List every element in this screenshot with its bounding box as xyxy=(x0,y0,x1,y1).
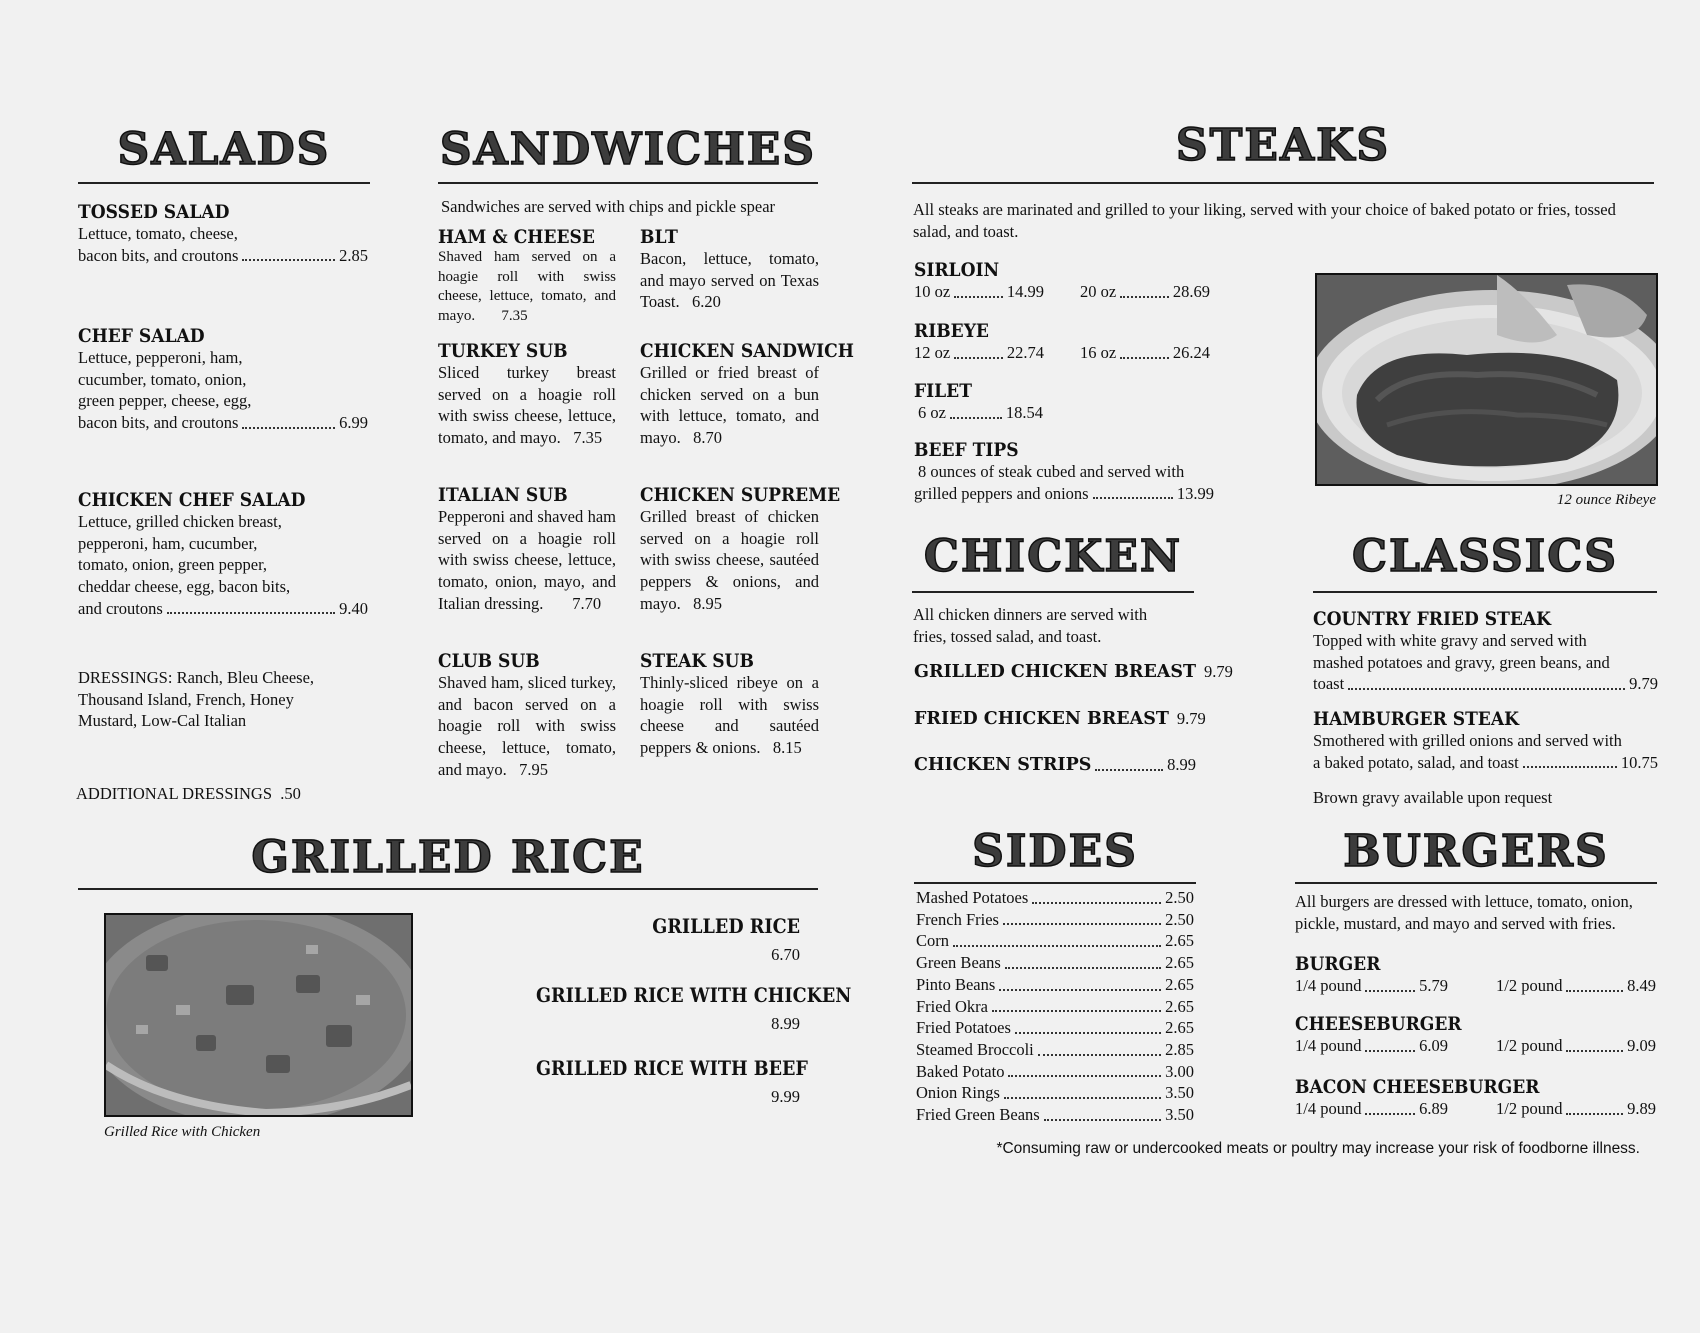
grilled-rice-caption: Grilled Rice with Chicken xyxy=(104,1124,261,1140)
sandwich-club-sub xyxy=(438,651,616,780)
steak-ribeye: RIBEYE 12 oz 22.74 16 oz 26.24 xyxy=(914,320,1210,362)
classics-hamburger-steak: HAMBURGER STEAK Smothered with grilled onions and served with a baked potato, salad, and toast 10.75 xyxy=(1313,708,1658,772)
ribeye-caption: 12 ounce Ribeye xyxy=(1556,492,1656,508)
item-name: CHICKEN CHEF SALAD xyxy=(78,489,306,511)
chicken-rule xyxy=(912,591,1194,593)
disclaimer: *Consuming raw or undercooked meats or poultry may increase your risk of foodborne illness. xyxy=(996,1140,1640,1157)
grilled-rice-illustration xyxy=(106,915,411,1115)
burgers-rule xyxy=(1295,882,1657,884)
ribeye-plate-illustration xyxy=(1317,275,1656,484)
steaks-intro: All steaks are marinated and grilled to your liking, served with your choice of baked potato or fries, tossed salad, and toast. xyxy=(913,200,1616,241)
item-price: 9.09 xyxy=(1627,1035,1656,1055)
grilled-rice-item-plain xyxy=(500,914,800,966)
dressings-note: DRESSINGS: Ranch, Bleu Cheese, Thousand Island, French, Honey Mustard, Low-Cal Italian xyxy=(78,668,315,731)
classics-heading: CLASSICS xyxy=(1351,531,1619,582)
list-item: Mashed Potatoes 2.50 xyxy=(916,888,1194,907)
item-name: HAMBURGER STEAK xyxy=(1313,708,1519,730)
steak-filet: FILET 6 oz 18.54 xyxy=(914,381,1224,424)
item-name: CHEF SALAD xyxy=(78,325,205,347)
sandwich-chicken-supreme xyxy=(640,484,841,614)
item-name: GRILLED RICE xyxy=(652,914,800,938)
ribeye-photo xyxy=(1315,273,1658,486)
item-price: 28.69 xyxy=(1172,281,1210,301)
list-item: Fried Green Beans 3.50 xyxy=(916,1105,1194,1125)
item-name: FILET xyxy=(914,380,972,402)
item-name: CHEESEBURGER xyxy=(1295,1013,1462,1035)
item-price: 7.95 xyxy=(519,759,548,779)
chicken-item-fried xyxy=(914,708,1206,730)
item-name: BURGER xyxy=(1295,953,1381,975)
additional-dressings-price: .50 xyxy=(280,784,301,803)
item-price: 6.99 xyxy=(339,413,368,432)
grilled-rice-heading: GRILLED RICE xyxy=(251,832,645,883)
item-price: 5.79 xyxy=(1419,975,1448,995)
sandwich-blt xyxy=(640,227,819,313)
item-price: 8.70 xyxy=(693,428,723,447)
item-name: TOSSED SALAD xyxy=(78,201,230,223)
sides-list xyxy=(916,887,1194,1126)
list-item: Fried Potatoes 2.65 xyxy=(916,1018,1194,1038)
item-name: CHICKEN STRIPS xyxy=(914,755,1092,776)
list-item: Steamed Broccoli 2.85 xyxy=(916,1039,1194,1059)
item-desc: Shaved ham served on a hoagie roll with swiss cheese, lettuce, tomato, and mayo. xyxy=(438,248,616,324)
sandwiches-intro: Sandwiches are served with chips and pickle spear xyxy=(441,197,776,216)
item-desc: Sliced turkey breast served on a hoagie roll with swiss cheese, lettuce, tomato, and mayo. xyxy=(438,362,616,447)
sides-heading: SIDES xyxy=(972,826,1138,877)
item-price: 6.89 xyxy=(1419,1098,1448,1118)
item-price: 8.49 xyxy=(1627,975,1656,995)
item-price: 2.85 xyxy=(339,245,368,265)
item-price: 7.35 xyxy=(501,308,528,324)
list-item: Onion Rings 3.50 xyxy=(916,1083,1194,1103)
item-price: 9.99 xyxy=(771,1087,800,1106)
sandwich-steak-sub xyxy=(640,651,819,759)
grilled-rice-item-beef xyxy=(500,1056,808,1108)
item-price: 9.40 xyxy=(339,598,368,618)
sides-rule xyxy=(914,882,1196,884)
item-price: 6.70 xyxy=(771,945,800,964)
list-item: Baked Potato 3.00 xyxy=(916,1061,1194,1081)
item-desc: Thinly-sliced ribeye on a hoagie roll with swiss cheese and sautéed peppers & onions. xyxy=(640,672,819,757)
grilled-rice-photo xyxy=(104,913,413,1117)
item-desc: Lettuce, tomato, cheese, xyxy=(78,223,238,243)
grilled-rice-rule xyxy=(78,888,818,890)
item-name: SIRLOIN xyxy=(914,259,1000,281)
item-price: 8.15 xyxy=(772,738,802,757)
burgers-heading: BURGERS xyxy=(1343,826,1609,877)
chicken-item-strips xyxy=(914,754,1196,776)
item-name: ITALIAN SUB xyxy=(438,484,568,506)
item-price: 13.99 xyxy=(1176,483,1214,503)
additional-dressings: ADDITIONAL DRESSINGS .50 xyxy=(76,784,301,803)
item-price: 9.89 xyxy=(1627,1098,1656,1118)
list-item: French Fries 2.50 xyxy=(916,909,1194,929)
item-price: 22.74 xyxy=(1006,342,1044,362)
chicken-item-grilled xyxy=(914,661,1233,683)
sandwiches-rule xyxy=(438,182,818,184)
salad-item-chef: CHEF SALAD Lettuce, pepperoni, ham, cucumber, tomato, onion, green pepper, cheese, egg, bacon bits, and croutons 6.99 xyxy=(78,325,368,432)
item-price: 6.20 xyxy=(692,292,721,312)
item-name: CLUB SUB xyxy=(438,650,540,672)
item-desc: Shaved ham, sliced turkey, and bacon served on a hoagie roll with swiss cheese, lettuce, tomato, and mayo. xyxy=(438,672,616,779)
item-name: TURKEY SUB xyxy=(438,340,568,362)
item-price: 9.79 xyxy=(1204,662,1233,681)
item-desc: Grilled or fried breast of chicken served on a bun with lettuce, tomato, and mayo. xyxy=(640,362,819,447)
item-name: BACON CHEESEBURGER xyxy=(1295,1076,1540,1098)
classics-note: Brown gravy available upon request xyxy=(1313,788,1553,807)
item-price: 8.99 xyxy=(1167,755,1196,774)
list-item: Fried Okra 2.65 xyxy=(916,996,1194,1016)
burger-item-burger: BURGER 1/4 pound 5.79 1/2 pound 8.49 xyxy=(1295,953,1656,995)
classics-country-fried-steak: COUNTRY FRIED STEAK Topped with white gravy and served with mashed potatoes and gravy, green beans, and toast 9.79 xyxy=(1313,608,1658,694)
sandwiches-heading: SANDWICHES xyxy=(439,124,817,175)
item-price: 7.70 xyxy=(572,593,602,613)
burger-item-bacon-cheeseburger: BACON CHEESEBURGER 1/4 pound 6.89 1/2 pound 9.89 xyxy=(1295,1076,1656,1118)
item-price: 8.99 xyxy=(771,1014,800,1033)
item-price: 6.09 xyxy=(1419,1035,1448,1055)
list-item: Pinto Beans 2.65 xyxy=(916,974,1194,994)
item-name: FRIED CHICKEN BREAST xyxy=(914,709,1169,730)
item-name: BLT xyxy=(640,226,678,248)
item-price: 9.79 xyxy=(1629,674,1658,694)
item-desc: Grilled breast of chicken served on a hoagie roll with swiss cheese, sautéed peppers & onions, and mayo. xyxy=(640,506,819,613)
item-price-line: bacon bits, and croutons 2.85 xyxy=(78,245,368,265)
item-price: 7.35 xyxy=(573,428,603,447)
item-price: 26.24 xyxy=(1172,342,1210,362)
item-price: 9.79 xyxy=(1176,709,1206,728)
sandwich-turkey-sub xyxy=(438,341,616,449)
sandwich-ham-cheese xyxy=(438,227,616,327)
salads-heading: SALADS xyxy=(117,124,331,175)
list-item: Green Beans 2.65 xyxy=(916,953,1194,973)
salad-item-chicken-chef: CHICKEN CHEF SALAD Lettuce, grilled chicken breast, pepperoni, ham, cucumber, tomato, onion, green pepper, cheddar cheese, egg, bacon bits, and croutons 9.40 xyxy=(78,489,368,618)
item-price: 8.95 xyxy=(693,593,723,613)
steak-sirloin: SIRLOIN 10 oz 14.99 20 oz 28.69 xyxy=(914,259,1210,301)
item-price: 10.75 xyxy=(1620,752,1658,772)
item-name: STEAK SUB xyxy=(640,650,754,672)
item-name: RIBEYE xyxy=(914,320,989,342)
sandwich-chicken xyxy=(640,340,854,449)
item-desc: Bacon, lettuce, tomato, and mayo served on Texas Toast. xyxy=(640,248,819,312)
chicken-intro: All chicken dinners are served with fries, tossed salad, and toast. xyxy=(913,605,1148,646)
item-name: COUNTRY FRIED STEAK xyxy=(1313,608,1552,630)
item-name: GRILLED RICE WITH BEEF xyxy=(536,1056,808,1080)
salad-item-tossed xyxy=(78,202,368,266)
list-item: Corn 2.65 xyxy=(916,931,1194,951)
item-name: GRILLED RICE WITH CHICKEN xyxy=(536,983,852,1007)
salads-rule xyxy=(78,182,370,184)
steak-beef-tips: BEEF TIPS 8 ounces of steak cubed and served with grilled peppers and onions 13.99 xyxy=(914,439,1214,503)
sandwich-italian-sub xyxy=(438,485,616,614)
item-name: HAM & CHEESE xyxy=(438,226,595,248)
chicken-heading: CHICKEN xyxy=(923,531,1183,582)
item-price: 18.54 xyxy=(1005,402,1043,422)
item-desc: Pepperoni and shaved ham served on a hoagie roll with swiss cheese, lettuce, tomato, onion, mayo, and Italian dressing. xyxy=(438,506,616,613)
item-name: BEEF TIPS xyxy=(914,439,1019,461)
steaks-rule xyxy=(912,182,1654,184)
burger-item-cheeseburger: CHEESEBURGER 1/4 pound 6.09 1/2 pound 9.09 xyxy=(1295,1013,1656,1055)
classics-rule xyxy=(1313,591,1657,593)
grilled-rice-item-chicken xyxy=(500,983,852,1035)
item-price-line: bacon bits, and croutons 6.99 xyxy=(78,413,368,432)
item-name: GRILLED CHICKEN BREAST xyxy=(914,662,1197,683)
item-name: CHICKEN SUPREME xyxy=(640,484,841,506)
item-price-line: and croutons 9.40 xyxy=(78,598,368,618)
item-price: 14.99 xyxy=(1006,281,1044,301)
item-name: CHICKEN SANDWICH xyxy=(640,340,854,362)
steaks-heading: STEAKS xyxy=(1175,120,1391,171)
burgers-intro: All burgers are dressed with lettuce, tomato, onion, pickle, mustard, and mayo and served with fries. xyxy=(1295,892,1633,933)
